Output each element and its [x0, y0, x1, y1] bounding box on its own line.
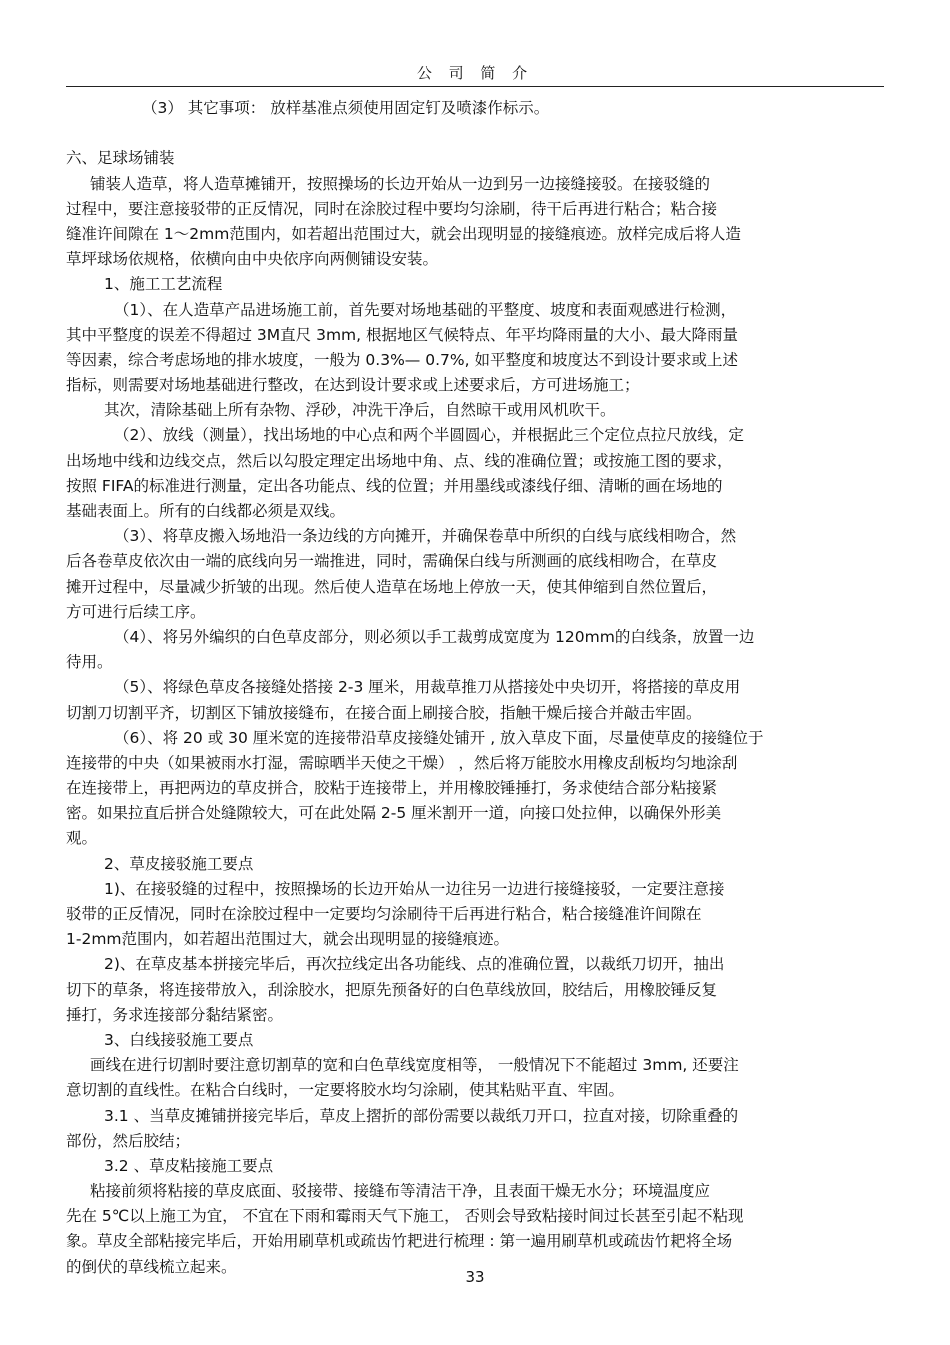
text-line: 铺装人造草，将人造草摊铺开，按照操场的长边开始从一边到另一边接缝接驳。在接驳缝的 — [90, 174, 711, 193]
text-line: 的倒伏的草线梳立起来。 — [66, 1257, 237, 1276]
text-line: 方可进行后续工序。 — [66, 602, 206, 621]
text-line: 摊开过程中，尽量减少折皱的出现。然后使人造草在场地上停放一天，使其伸缩到自然位置后， — [66, 577, 718, 596]
text-line: （4）、将另外编织的白色草皮部分，则必须以手工裁剪成宽度为 120mm的白线条，放置一边 — [114, 627, 755, 646]
text-line: （5）、将绿色草皮各接缝处搭接 2-3 厘米，用裁草推刀从搭接处中央切开，将搭接的草皮用 — [114, 678, 741, 697]
text-line: 粘接前须将粘接的草皮底面、驳接带、接缝布等清洁干净，且表面干燥无水分；环境温度应 — [90, 1182, 711, 1201]
text-line: 待用。 — [66, 653, 113, 672]
text-line: 切割刀切割平齐，切割区下铺放接缝布，在接合面上刷接合胶，指触干燥后接合并敲击牢固。 — [66, 703, 702, 722]
text-line: 1、施工工艺流程 — [104, 275, 223, 294]
text-line: 按照 FIFA的标准进行测量，定出各功能点、线的位置；并用墨线或漆线仔细、清晰的画在场地的 — [66, 476, 723, 495]
text-line: 意切割的直线性。在粘合白线时，一定要将胶水均匀涂刷，使其粘贴平直、牢固。 — [66, 1081, 625, 1100]
header-rule — [66, 86, 884, 87]
text-line: （3）、将草皮搬入场地沿一条边线的方向摊开，并确保卷草中所织的白线与底线相吻合，然 — [114, 527, 737, 546]
text-line: 1)、在接驳缝的过程中，按照操场的长边开始从一边往另一边进行接缝接驳，一定要注意接 — [104, 879, 725, 898]
text-line: （1）、在人造草产品进场施工前，首先要对场地基础的平整度、坡度和表面观感进行检测， — [114, 300, 737, 319]
text-line: 2、草皮接驳施工要点 — [104, 854, 254, 873]
text-line: 在连接带上，再把两边的草皮拼合，胶粘于连接带上，并用橡胶锤捶打，务求使结合部分粘接紧 — [66, 779, 718, 798]
text-line: 其次，清除基础上所有杂物、浮砂，冲洗干净后，自然晾干或用风机吹干。 — [104, 401, 616, 420]
text-line: （6）、将 20 或 30 厘米宽的连接带沿草皮接缝处铺开 , 放入草皮下面，尽量使草皮的接缝位于 — [114, 728, 764, 747]
document-body — [66, 96, 884, 1280]
page-header: 公 司 简 介 — [416, 64, 534, 82]
text-line: 2)、在草皮基本拼接完毕后，再次拉线定出各功能线、点的准确位置，以裁纸刀切开，抽出 — [104, 955, 725, 974]
text-line: 出场地中线和边线交点，然后以勾股定理定出场地中角、点、线的准确位置；或按施工图的要求， — [66, 451, 733, 470]
text-line: 捶打，务求连接部分黏结紧密。 — [66, 1005, 284, 1024]
text-line: 3、白线接驳施工要点 — [104, 1030, 254, 1049]
text-line: 后各卷草皮依次由一端的底线向另一端推进，同时，需确保白线与所测画的底线相吻合，在草皮 — [66, 552, 718, 571]
text-line: 过程中，要注意接驳带的正反情况，同时在涂胶过程中要均匀涂刷，待干后再进行粘合；粘合接 — [66, 199, 718, 218]
text-line: 六、足球场铺装 — [66, 149, 175, 168]
text-line: 缝准许间隙在 1～2mm范围内，如若超出范围过大，就会出现明显的接缝痕迹。放样完成后将人造 — [66, 224, 741, 243]
text-line: 密。如果拉直后拼合处缝隙较大，可在此处隔 2-5 厘米割开一道，向接口处拉伸，以确保外形美 — [66, 804, 722, 823]
text-line: 指标，则需要对场地基础进行整改，在达到设计要求或上述要求后，方可进场施工； — [66, 376, 640, 395]
text-line: 观。 — [66, 829, 98, 848]
text-line: 先在 5℃以上施工为宜， 不宜在下雨和霉雨天气下施工， 否则会导致粘接时间过长甚至引起不粘现 — [66, 1207, 744, 1226]
page-number: 33 — [465, 1268, 485, 1286]
text-line: （2）、放线（测量），找出场地的中心点和两个半圆圆心，并根据此三个定位点拉尺放线，定 — [114, 426, 744, 445]
text-line: （3） 其它事项： 放样基准点须使用固定钉及喷漆作标示。 — [142, 99, 550, 117]
text-line: 其中平整度的误差不得超过 3M直尺 3mm, 根据地区气候特点、年平均降雨量的大小、最大降雨量 — [66, 325, 739, 344]
text-line: 连接带的中央（如果被雨水打湿，需晾晒半天使之干燥） ，然后将万能胶水用橡皮刮板均匀地涂刮 — [66, 753, 738, 772]
text-line: 基础表面上。所有的白线都必须是双线。 — [66, 502, 346, 520]
text-line: 1-2mm范围内，如若超出范围过大，就会出现明显的接缝痕迹。 — [66, 930, 510, 949]
text-line: 3.1 、当草皮摊铺拼接完毕后，草皮上摺折的部份需要以裁纸刀开口，拉直对接，切除重叠的 — [104, 1106, 739, 1125]
text-line: 草坪球场依规格，依横向由中央依序向两侧铺设安装。 — [66, 250, 439, 269]
text-line: 等因素，综合考虑场地的排水坡度，一般为 0.3%— 0.7%, 如平整度和坡度达不到设计要求或上述 — [66, 350, 738, 369]
text-line — [66, 121, 884, 146]
text-line: 象。草皮全部粘接完毕后，开始用刷草机或疏齿竹耙进行梳理 : 第一遍用刷草机或疏齿竹耙将全场 — [66, 1232, 733, 1251]
text-line: 切下的草条，将连接带放入，刮涂胶水，把原先预备好的白色草线放回，胶结后，用橡胶锤反复 — [66, 980, 718, 999]
text-line: 部份，然后胶结； — [66, 1131, 191, 1150]
text-line: 画线在进行切割时要注意切割草的宽和白色草线宽度相等， 一般情况下不能超过 3mm, 还要注 — [90, 1056, 739, 1075]
text-line: 驳带的正反情况，同时在涂胶过程中一定要均匀涂刷待干后再进行粘合，粘合接缝准许间隙在 — [66, 905, 702, 923]
text-line: 3.2 、草皮粘接施工要点 — [104, 1156, 274, 1175]
